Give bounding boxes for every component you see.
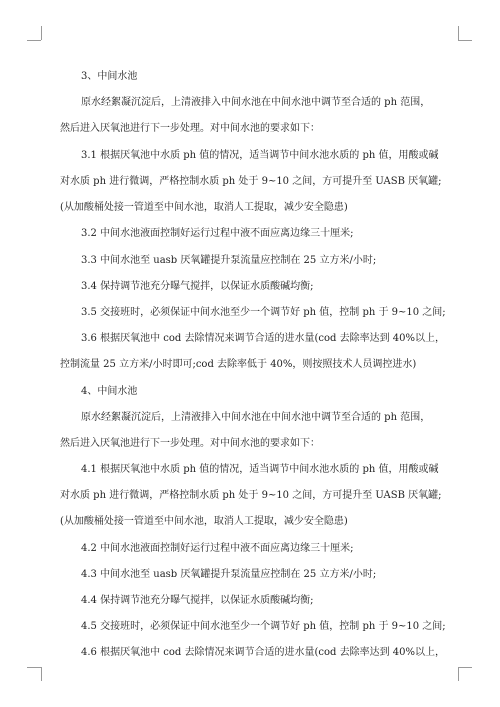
list-item-line: 4.5 交接班时，必须保证中间水池至少一个调节好 ph 值，控制 ph 于 9~10 之间; <box>81 621 446 632</box>
list-item-line: 对水质 ph 进行微调，严格控制水质 ph 处于 9~10 之间，方可提升至 UASB 厌氧罐; <box>60 176 442 187</box>
section-heading: 3、中间水池 <box>81 71 138 82</box>
list-item-line: 4.6 根据厌氧池中 cod 去除情况来调节合适的进水量(cod 去除率达到 40%以上， <box>81 647 445 658</box>
crop-mark-bottom-left-h <box>27 667 41 668</box>
crop-mark-top-left-h <box>27 40 41 41</box>
crop-mark-bottom-right-v <box>458 667 459 681</box>
list-item-line: 控制流量 25 立方米/小时即可;cod 去除率低于 40%，则按照技术人员调控进水) <box>60 359 417 370</box>
paragraph-line: 然后进入厌氧池进行下一步处理。对中间水池的要求如下： <box>60 438 320 449</box>
list-item-line: 4.4 保持调节池充分曝气搅拌，以保证水质酸碱均衡; <box>81 595 314 606</box>
list-item-line: 3.5 交接班时，必须保证中间水池至少一个调节好 ph 值，控制 ph 于 9~10 之间; <box>81 307 446 318</box>
list-item-line: 3.1 根据厌氧池中水质 ph 值的情况，适当调节中间水池水质的 ph 值，用酸或碱 <box>81 150 439 161</box>
list-item-line: 4.1 根据厌氧池中水质 ph 值的情况，适当调节中间水池水质的 ph 值，用酸或碱 <box>81 464 439 475</box>
list-item-line: 3.6 根据厌氧池中 cod 去除情况来调节合适的进水量(cod 去除率达到 40%以上， <box>81 333 445 344</box>
list-item-line: 4.2 中间水池液面控制好运行过程中液不面应离边缘三十厘米; <box>81 543 354 554</box>
list-item-line: (从加酸桶处接一管道至中间水池，取消人工提取，减少安全隐患) <box>60 202 348 213</box>
crop-mark-top-right-v <box>458 26 459 40</box>
crop-mark-top-left-v <box>41 26 42 40</box>
paragraph-line: 原水经絮凝沉淀后，上清液排入中间水池在中间水池中调节至合适的 ph 范围， <box>81 97 431 108</box>
list-item-line: 4.3 中间水池至 uasb 厌氧罐提升泵流量应控制在 25 立方米/小时; <box>81 569 377 580</box>
list-item-line: 3.4 保持调节池充分曝气搅拌，以保证水质酸碱均衡; <box>81 281 314 292</box>
section-heading: 4、中间水池 <box>81 386 138 397</box>
list-item-line: (从加酸桶处接一管道至中间水池，取消人工提取，减少安全隐患) <box>60 516 348 527</box>
list-item-line: 3.2 中间水池液面控制好运行过程中液不面应离边缘三十厘米; <box>81 228 354 239</box>
paragraph-line: 原水经絮凝沉淀后，上清液排入中间水池在中间水池中调节至合适的 ph 范围， <box>81 412 431 423</box>
paragraph-line: 然后进入厌氧池进行下一步处理。对中间水池的要求如下： <box>60 123 320 134</box>
crop-mark-bottom-right-h <box>458 667 472 668</box>
crop-mark-top-right-h <box>458 40 472 41</box>
list-item-line: 对水质 ph 进行微调，严格控制水质 ph 处于 9~10 之间，方可提升至 UASB 厌氧罐; <box>60 490 442 501</box>
list-item-line: 3.3 中间水池至 uasb 厌氧罐提升泵流量应控制在 25 立方米/小时; <box>81 255 377 266</box>
crop-mark-bottom-left-v <box>41 667 42 681</box>
